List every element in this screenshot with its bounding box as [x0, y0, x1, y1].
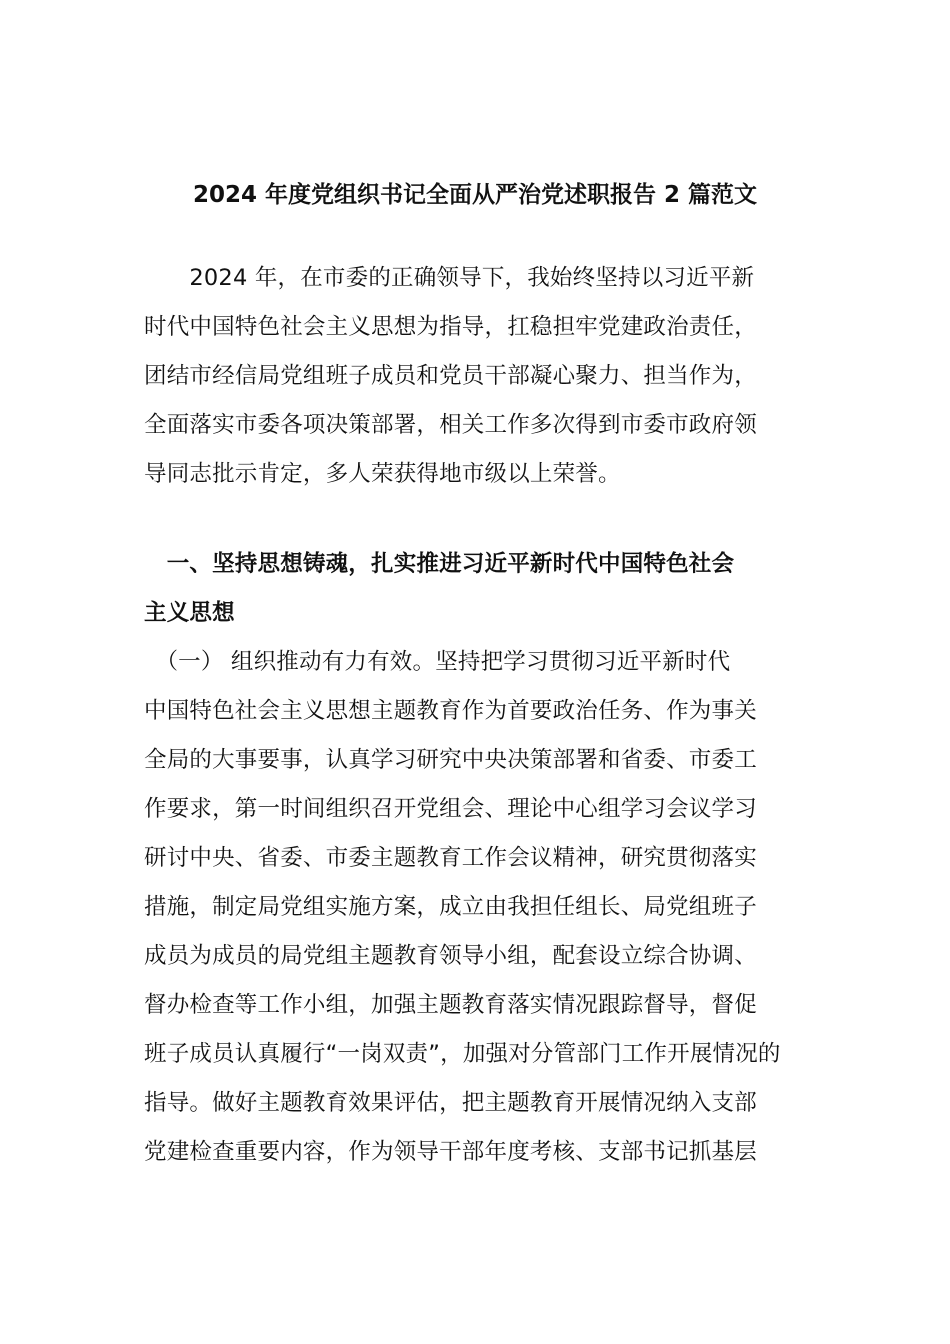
paragraph-line: 导同志批示肯定，多人荣获得地市级以上荣誉。 — [144, 461, 621, 487]
paragraph-line: 党建检查重要内容，作为领导干部年度考核、支部书记抓基层 — [144, 1139, 757, 1165]
heading-line: 一、坚持思想铸魂，扎实推进习近平新时代中国特色社会 — [144, 551, 735, 577]
section-heading-1 — [144, 540, 824, 638]
intro-paragraph — [144, 254, 824, 499]
paragraph-line: 团结市经信局党组班子成员和党员干部凝心聚力、担当作为， — [144, 363, 757, 389]
paragraph-line: 督办检查等工作小组，加强主题教育落实情况跟踪督导，督促 — [144, 992, 757, 1018]
paragraph-line: 成员为成员的局党组主题教育领导小组，配套设立综合协调、 — [144, 943, 757, 969]
paragraph-line: 中国特色社会主义思想主题教育作为首要政治任务、作为事关 — [144, 698, 757, 724]
paragraph-line: 指导。做好主题教育效果评估，把主题教育开展情况纳入支部 — [144, 1090, 757, 1116]
paragraph-line: 班子成员认真履行“一岗双责”，加强对分管部门工作开展情况的 — [144, 1041, 781, 1067]
paragraph-line: 全局的大事要事，认真学习研究中央决策部署和省委、市委工 — [144, 747, 757, 773]
paragraph-line: 时代中国特色社会主义思想为指导，扛稳担牢党建政治责任， — [144, 314, 757, 340]
paragraph-line: 作要求，第一时间组织召开党组会、理论中心组学习会议学习 — [144, 796, 757, 822]
section-1-paragraph — [144, 638, 824, 1177]
paragraph-line: 研讨中央、省委、市委主题教育工作会议精神，研究贯彻落实 — [144, 845, 757, 871]
paragraph-line: 2024 年，在市委的正确领导下，我始终坚持以习近平新 — [144, 265, 755, 291]
paragraph-line: （一） 组织推动有力有效。坚持把学习贯彻习近平新时代 — [144, 649, 731, 675]
paragraph-line: 全面落实市委各项决策部署，相关工作多次得到市委市政府领 — [144, 412, 757, 438]
heading-line: 主义思想 — [144, 600, 235, 626]
document-title: 2024 年度党组织书记全面从严治党述职报告 2 篇范文 — [192, 182, 758, 208]
paragraph-line: 措施，制定局党组实施方案，成立由我担任组长、局党组班子 — [144, 894, 757, 920]
